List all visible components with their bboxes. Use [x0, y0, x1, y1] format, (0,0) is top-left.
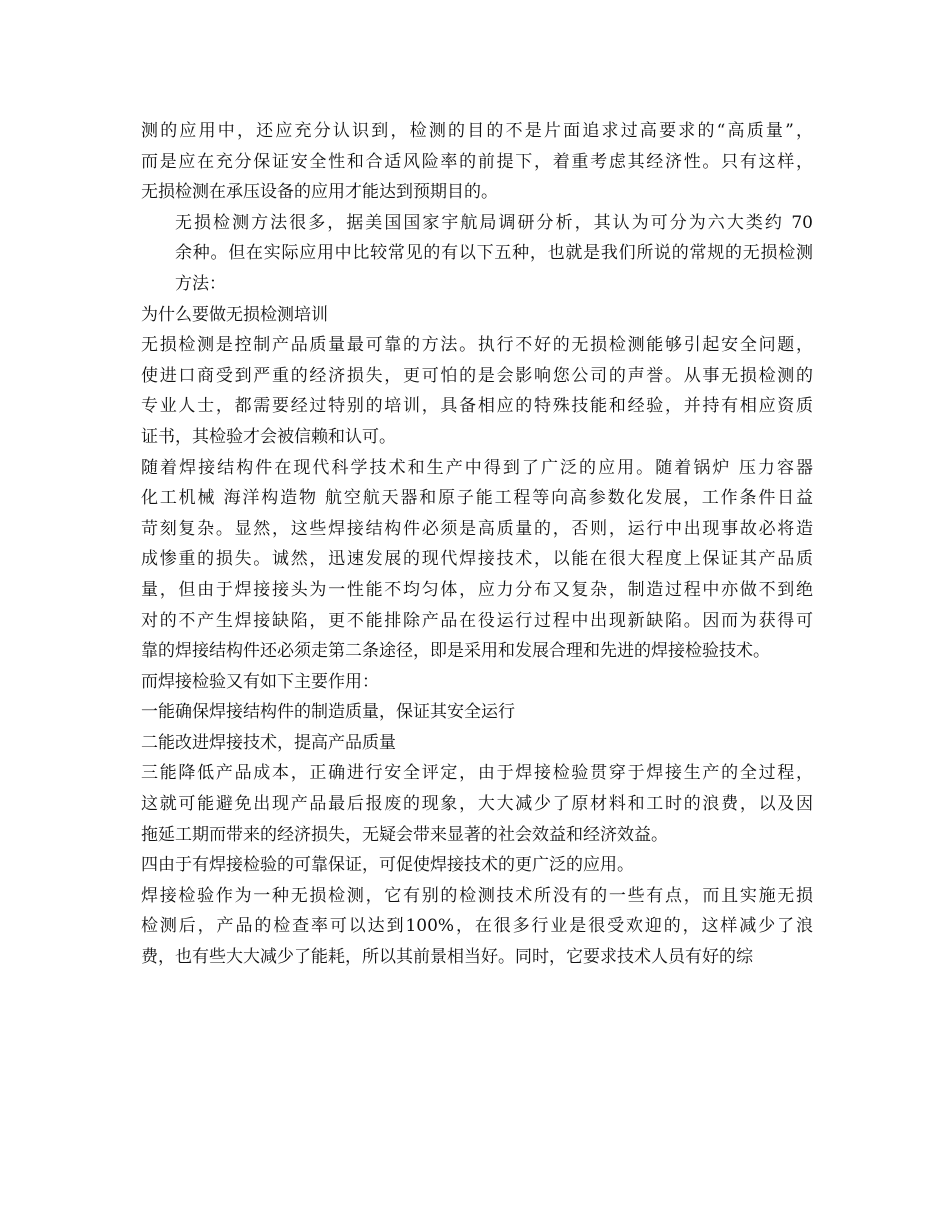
document-body [141, 116, 813, 973]
text-line: 而焊接检验又有如下主要作用： [141, 671, 379, 692]
text-line: 而是应在充分保证安全性和合适风险率的前提下，着重考虑其经济性。只有这样， [141, 151, 813, 172]
text-line: 四由于有焊接检验的可靠保证，可促使焊接技术的更广泛的应用。 [141, 855, 634, 876]
paragraph [141, 667, 813, 698]
text-line: 测的应用中，还应充分认识到，检测的目的不是片面追求过高要求的“高质量”， [141, 121, 813, 141]
text-line: 随着焊接结构件在现代科学技术和生产中得到了广泛的应用。随着锅炉 压力容器 [141, 457, 813, 478]
text-line: 为什么要做无损检测培训 [141, 304, 328, 325]
text-line: 费，也有些大大减少了能耗，所以其前景相当好。同时，它要求技术人员有好的综 [141, 947, 753, 968]
paragraph [141, 697, 813, 728]
text-line: 无损检测在承压设备的应用才能达到预期目的。 [141, 182, 498, 203]
paragraph [141, 850, 813, 881]
paragraph [141, 330, 813, 452]
paragraph [141, 453, 813, 667]
text-line: 二能改进焊接技术，提高产品质量 [141, 732, 396, 753]
text-line: 证书，其检验才会被信赖和认可。 [141, 426, 396, 447]
text-line: 对的不产生焊接缺陷，更不能排除产品在役运行过程中出现新缺陷。因而为获得可 [141, 610, 813, 631]
text-line: 专业人士，都需要经过特别的培训，具备相应的特殊技能和经验，并持有相应资质 [141, 396, 813, 417]
paragraph [141, 300, 813, 331]
text-line: 焊接检验作为一种无损检测，它有别的检测技术所没有的一些有点，而且实施无损 [141, 885, 813, 906]
text-line: 化工机械 海洋构造物 航空航天器和原子能工程等向高参数化发展，工作条件日益 [141, 488, 813, 509]
paragraph [141, 116, 813, 208]
text-line: 检测后，产品的检查率可以达到100%，在很多行业是很受欢迎的，这样减少了浪 [141, 916, 813, 937]
text-line: 成惨重的损失。诚然，迅速发展的现代焊接技术，以能在很大程度上保证其产品质 [141, 549, 813, 570]
text-line: 拖延工期而带来的经济损失，无疑会带来显著的社会效益和经济效益。 [141, 824, 668, 845]
text-line: 无损检测方法很多，据美国国家宇航局调研分析，其认为可分为六大类约 70 [175, 212, 813, 233]
text-line: 这就可能避免出现产品最后报废的现象，大大减少了原材料和工时的浪费，以及因 [141, 794, 813, 815]
text-line: 一能确保焊接结构件的制造质量，保证其安全运行 [141, 702, 515, 723]
text-line: 无损检测是控制产品质量最可靠的方法。执行不好的无损检测能够引起安全问题， [141, 335, 813, 356]
paragraph [141, 758, 813, 850]
text-line: 量，但由于焊接接头为一性能不均匀体，应力分布又复杂，制造过程中亦做不到绝 [141, 579, 813, 600]
paragraph [141, 881, 813, 973]
text-line: 靠的焊接结构件还必须走第二条途径，即是采用和发展合理和先进的焊接检验技术。 [141, 641, 770, 662]
paragraph [141, 208, 813, 300]
text-line: 使进口商受到严重的经济损失，更可怕的是会影响您公司的声誉。从事无损检测的 [141, 365, 813, 386]
text-line: 方法： [175, 273, 226, 294]
paragraph [141, 728, 813, 759]
text-line: 余种。但在实际应用中比较常见的有以下五种，也就是我们所说的常规的无损检测 [175, 243, 813, 264]
text-line: 三能降低产品成本，正确进行安全评定，由于焊接检验贯穿于焊接生产的全过程， [141, 763, 813, 784]
text-line: 苛刻复杂。显然，这些焊接结构件必须是高质量的，否则，运行中出现事故必将造 [141, 518, 813, 539]
